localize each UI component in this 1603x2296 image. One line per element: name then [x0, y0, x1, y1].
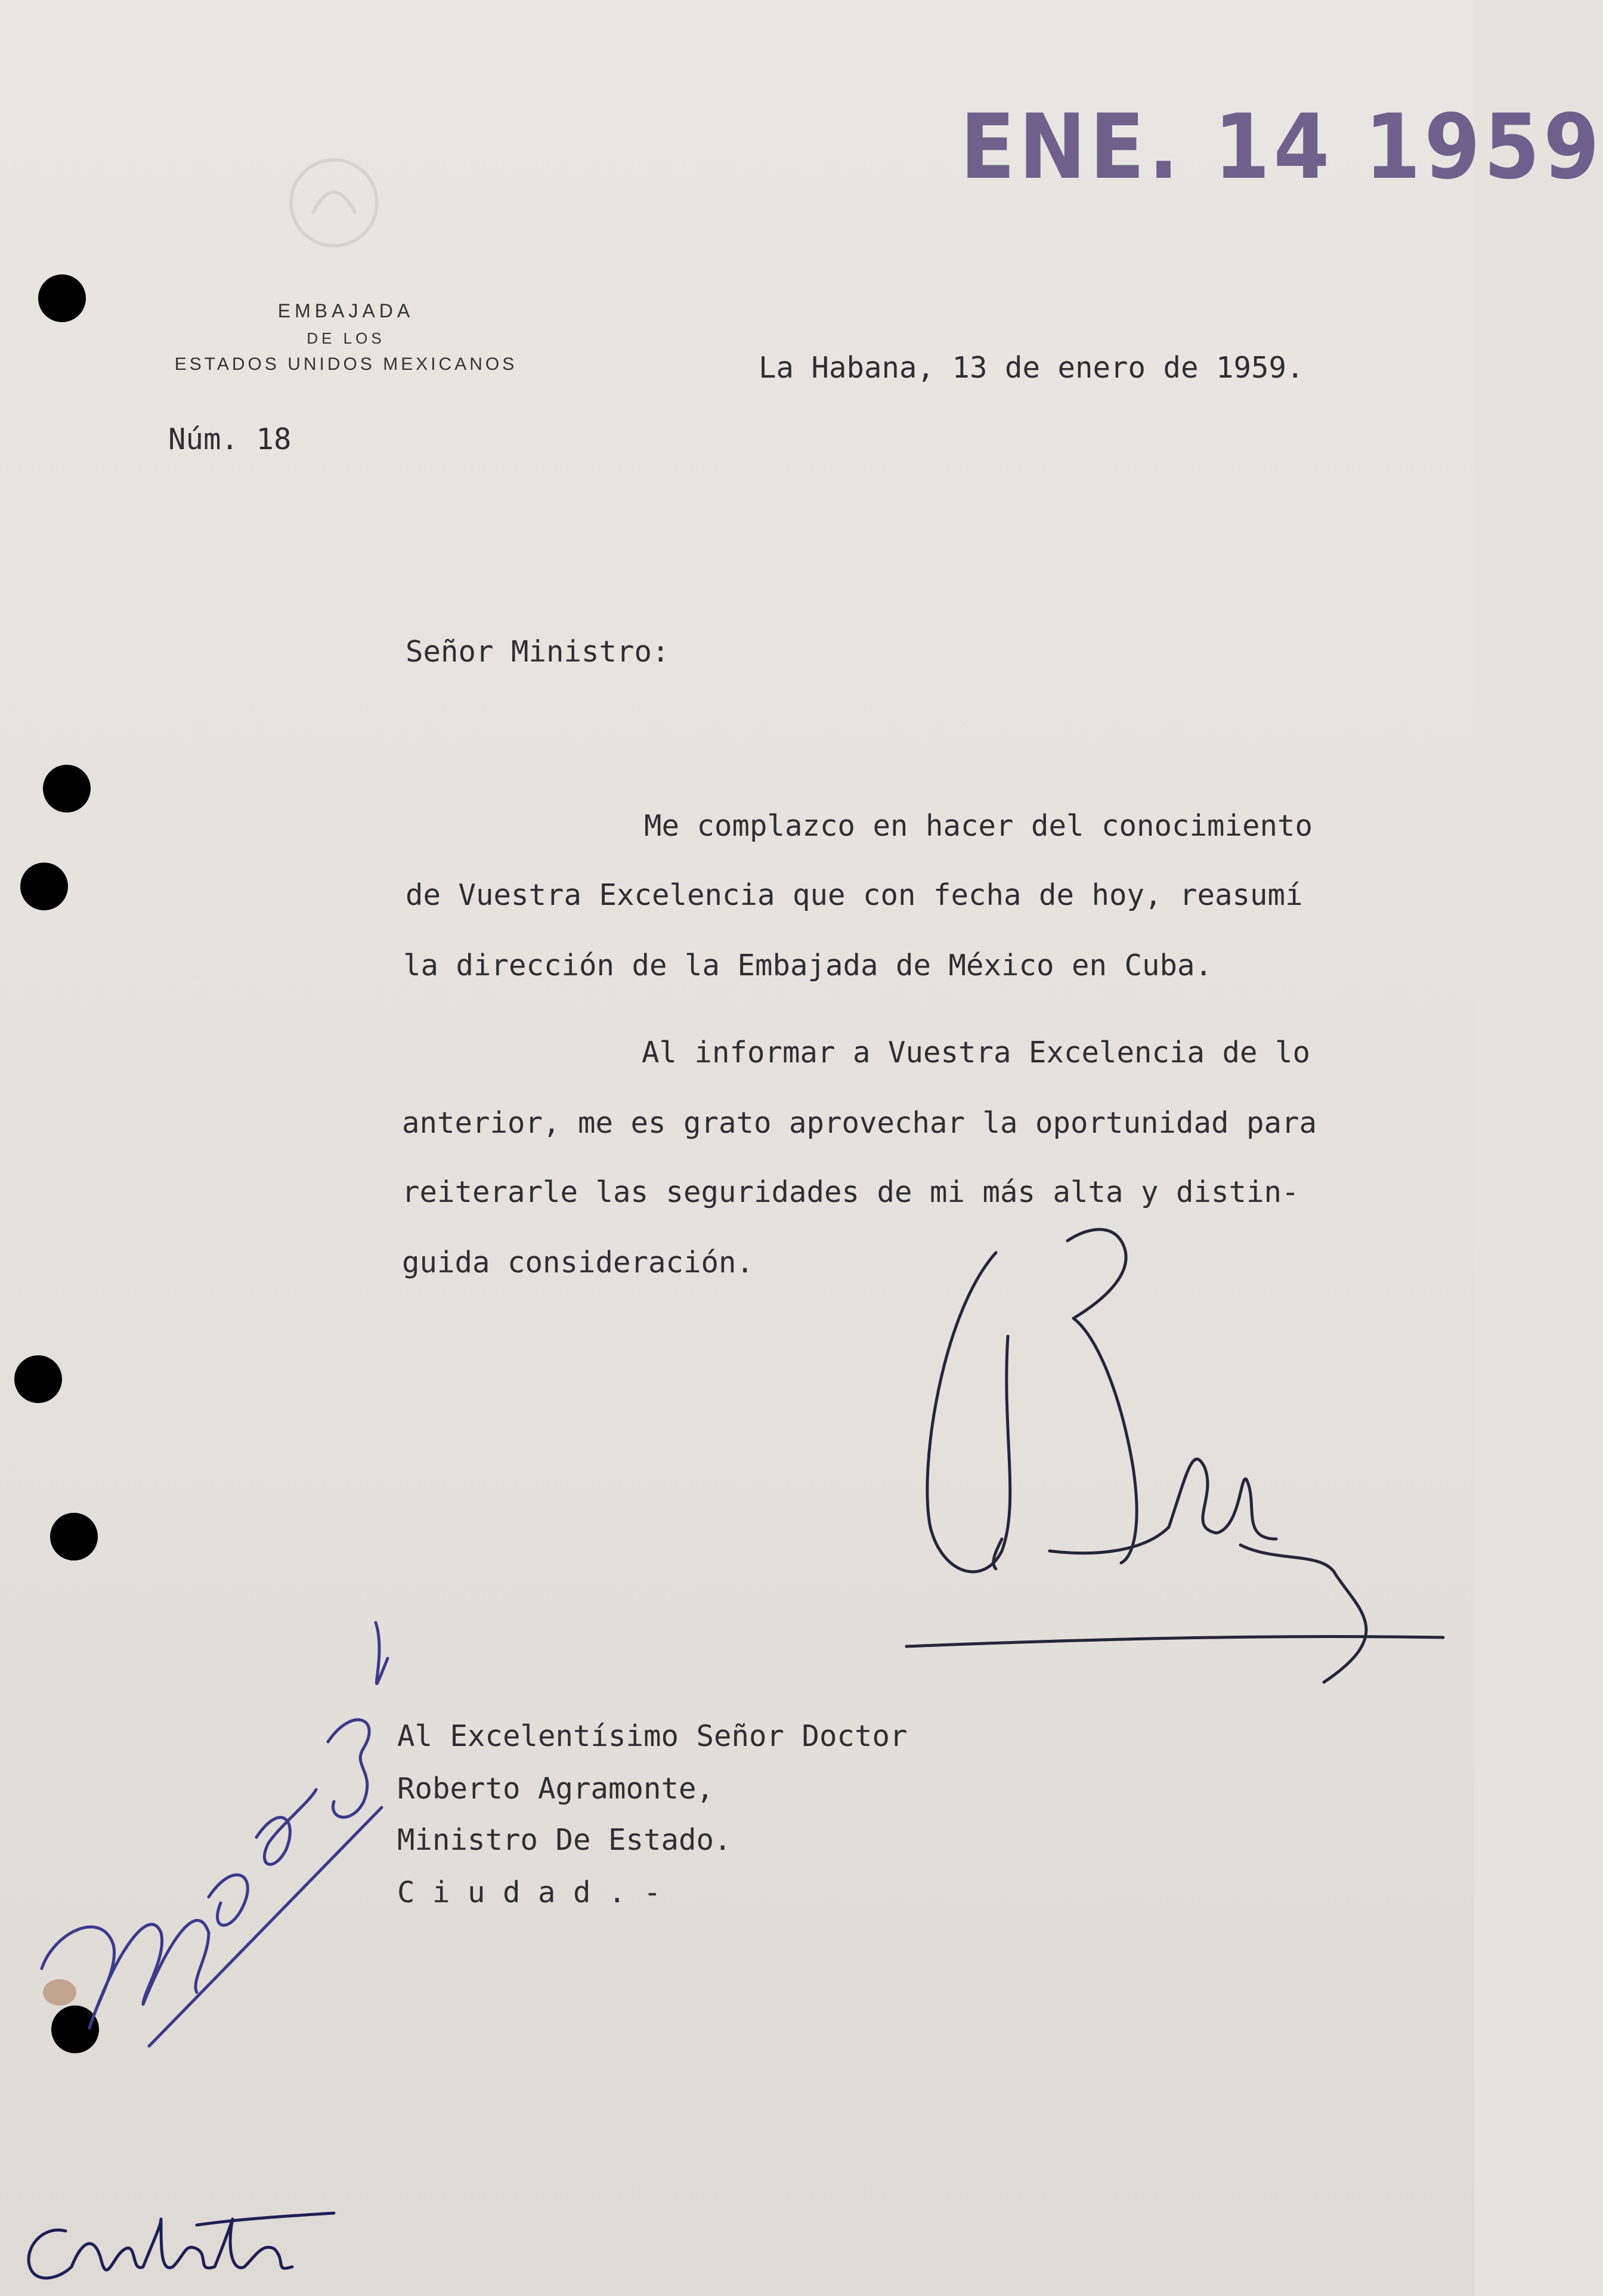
punch-hole — [38, 274, 86, 322]
body-line: reiterarle las seguridades de mi más alta y distin- — [402, 1175, 1299, 1209]
letterhead-line3: ESTADOS UNIDOS MEXICANOS — [174, 354, 518, 374]
salutation: Señor Ministro: — [406, 635, 670, 669]
body-line: de Vuestra Excelencia que con fecha de hoy, reasumí — [406, 878, 1303, 912]
body-line: la dirección de la Embajada de México en Cuba. — [403, 948, 1213, 982]
punch-hole — [20, 863, 68, 910]
punch-hole — [14, 1355, 62, 1403]
letterhead-line1: EMBAJADA — [277, 300, 414, 322]
punch-hole — [43, 765, 91, 812]
handwritten-signature — [906, 1217, 1455, 1706]
body-line: Me complazco en hacer del conocimiento — [644, 809, 1313, 843]
addressee-line: Roberto Agramonte, — [397, 1772, 714, 1806]
document-number: Núm. 18 — [168, 422, 292, 456]
letterhead-line2: DE LOS — [307, 329, 385, 347]
handwritten-note — [12, 2201, 346, 2296]
addressee-line: Al Excelentísimo Señor Doctor — [397, 1719, 908, 1753]
addressee-line: C i u d a d . - — [397, 1875, 661, 1909]
place-date: La Habana, 13 de enero de 1959. — [759, 351, 1304, 385]
received-date-stamp: ENE. 14 1959 — [960, 95, 1603, 199]
body-line: Al informar a Vuestra Excelencia de lo — [642, 1036, 1311, 1070]
punch-hole — [50, 1513, 98, 1560]
body-line: guida consideración. — [402, 1246, 754, 1280]
body-line: anterior, me es grato aprovechar la oportunidad para — [402, 1106, 1317, 1140]
addressee-line: Ministro De Estado. — [397, 1823, 732, 1857]
embossed-seal-icon — [280, 149, 388, 257]
handwritten-initials — [30, 1623, 411, 2058]
